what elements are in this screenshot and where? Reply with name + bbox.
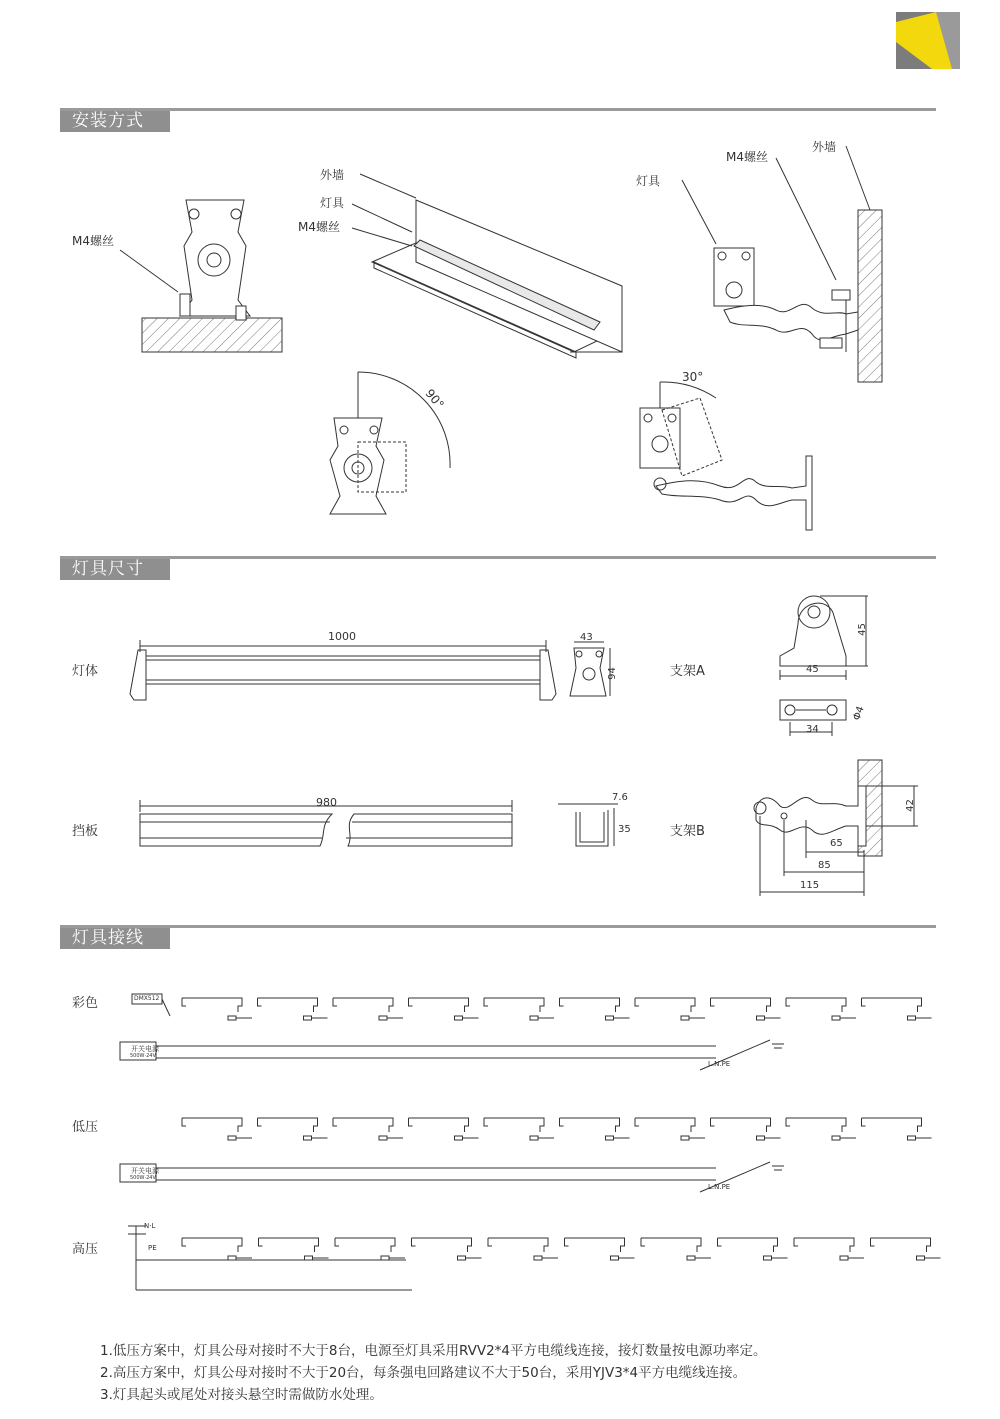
lamp-unit: [333, 1118, 393, 1132]
label-psu-low: 开关电源: [131, 1167, 159, 1175]
lamp-connector: [305, 1256, 313, 1260]
dim-body-width: 43: [580, 632, 593, 643]
lamp-unit: [794, 1238, 854, 1252]
lamp-unit: [718, 1238, 778, 1252]
lamp-unit: [641, 1238, 701, 1252]
label-fixture: 灯具: [320, 196, 345, 210]
dim-bracket-b-d2: 85: [818, 860, 831, 871]
lamp-connector: [228, 1256, 236, 1260]
lamp-unit: [182, 998, 242, 1012]
lamp-unit: [412, 1238, 472, 1252]
note-line: 3.灯具起头或尾处对接头悬空时需做防水处理。: [100, 1387, 383, 1403]
lamp-unit: [862, 1118, 922, 1132]
label-right-fixture: 灯具: [636, 174, 661, 188]
label-lamp-body: 灯体: [72, 664, 99, 679]
label-right-wall: 外墙: [812, 140, 837, 154]
lamp-connector: [228, 1136, 236, 1140]
label-dmx: DMX512: [134, 995, 160, 1002]
lamp-unit: [711, 998, 771, 1012]
install-side-mount: [682, 146, 882, 382]
dim-shield-height: 35: [618, 824, 631, 835]
lamp-connector: [757, 1016, 765, 1020]
dim-shield-length: 980: [316, 796, 337, 809]
lamp-unit: [484, 1118, 544, 1132]
lamp-unit: [259, 1238, 319, 1252]
lamp-connector: [908, 1016, 916, 1020]
lamp-connector: [304, 1016, 312, 1020]
label-psu-sub-color: 500W·24V: [130, 1053, 156, 1059]
lamp-connector: [530, 1136, 538, 1140]
section-title: 灯具尺寸: [60, 559, 170, 580]
label-wiring-high: 高压: [72, 1242, 99, 1257]
label-right-screw: M4螺丝: [726, 150, 768, 164]
label-wall: 外墙: [320, 168, 345, 182]
lamp-connector: [832, 1136, 840, 1140]
label-psu-color: 开关电源: [131, 1045, 159, 1053]
lamp-connector: [381, 1256, 389, 1260]
section-title: 灯具接线: [60, 928, 170, 949]
lamp-unit: [335, 1238, 395, 1252]
label-screw-mid: M4螺丝: [298, 220, 340, 234]
dim-bracket-b-height: 42: [904, 799, 916, 812]
dim-bracket-a-width: 45: [806, 664, 819, 675]
lamp-connector: [832, 1016, 840, 1020]
lamp-connector: [757, 1136, 765, 1140]
lamp-unit: [711, 1118, 771, 1132]
shield-drawing: [140, 800, 618, 846]
lamp-connector: [764, 1256, 772, 1260]
dim-shield-top: 7.6: [612, 792, 628, 803]
label-shield: 挡板: [72, 824, 99, 839]
lamp-connector: [455, 1136, 463, 1140]
lamp-unit: [258, 1118, 318, 1132]
lamp-unit: [484, 998, 544, 1012]
label-psu-sub-low: 500W·24V: [130, 1175, 156, 1181]
note-line: 2.高压方案中，灯具公母对接时不大于20台，每条强电回路建议不大于50台，采用YJV3*4平方电缆线连接。: [100, 1365, 747, 1381]
lamp-connector: [455, 1016, 463, 1020]
label-wiring-color: 彩色: [72, 996, 99, 1011]
notes: [100, 1340, 767, 1406]
lamp-connector: [840, 1256, 848, 1260]
lamp-connector: [606, 1016, 614, 1020]
label-pe: PE: [148, 1244, 157, 1252]
label-lnpe-color: L.N.PE: [708, 1060, 731, 1068]
dim-bracket-a-hole: Φ4: [851, 704, 867, 723]
lamp-unit: [258, 998, 318, 1012]
lamp-unit: [871, 1238, 931, 1252]
lamp-connector: [228, 1016, 236, 1020]
lamp-unit: [409, 1118, 469, 1132]
wiring-low: [182, 1118, 932, 1140]
lamp-connector: [681, 1136, 689, 1140]
lamp-body-drawing: [130, 640, 610, 700]
lamp-connector: [304, 1136, 312, 1140]
lamp-connector: [530, 1016, 538, 1020]
bracket-b-drawing: [754, 760, 918, 896]
lamp-connector: [458, 1256, 466, 1260]
dim-bracket-b-d1: 65: [830, 838, 843, 849]
lamp-unit: [333, 998, 393, 1012]
lamp-unit: [488, 1238, 548, 1252]
lamp-unit: [786, 998, 846, 1012]
dim-body-length: 1000: [328, 630, 356, 643]
label-screw-left: M4螺丝: [72, 234, 114, 248]
lamp-connector: [908, 1136, 916, 1140]
lamp-connector: [611, 1256, 619, 1260]
lamp-connector: [534, 1256, 542, 1260]
label-lnpe-low: L.N.PE: [708, 1183, 731, 1191]
lamp-unit: [786, 1118, 846, 1132]
dim-body-height: 94: [606, 667, 618, 680]
label-bracket-a: 支架A: [670, 664, 705, 679]
rotation-30-drawing: [640, 382, 812, 530]
label-wiring-low: 低压: [72, 1120, 99, 1135]
dim-bracket-a-height: 45: [856, 623, 868, 636]
lamp-connector: [379, 1136, 387, 1140]
lamp-connector: [687, 1256, 695, 1260]
lamp-unit: [560, 1118, 620, 1132]
lamp-connector: [681, 1016, 689, 1020]
dim-bracket-a-pitch: 34: [806, 724, 819, 735]
label-angle-30: 30°: [682, 370, 704, 384]
lamp-unit: [182, 1238, 242, 1252]
lamp-connector: [379, 1016, 387, 1020]
label-nl: N·L: [144, 1222, 156, 1230]
wiring-color: [182, 998, 932, 1020]
wiring-high: [182, 1238, 941, 1260]
lamp-unit: [635, 998, 695, 1012]
label-angle-90: 90°: [422, 386, 447, 412]
lamp-unit: [565, 1238, 625, 1252]
lamp-unit: [560, 998, 620, 1012]
install-wall-mount: [352, 174, 622, 358]
lamp-unit: [409, 998, 469, 1012]
install-ground-mount: [120, 200, 282, 352]
label-bracket-b: 支架B: [670, 824, 705, 839]
dim-bracket-b-d3: 115: [800, 880, 820, 891]
lamp-unit: [182, 1118, 242, 1132]
note-line: 1.低压方案中，灯具公母对接时不大于8台，电源至灯具采用RVV2*4平方电缆线连接，接灯数量按电源功率定。: [100, 1343, 767, 1359]
section-title: 安装方式: [60, 111, 170, 132]
lamp-connector: [606, 1136, 614, 1140]
lamp-unit: [635, 1118, 695, 1132]
lamp-unit: [862, 998, 922, 1012]
lamp-connector: [917, 1256, 925, 1260]
